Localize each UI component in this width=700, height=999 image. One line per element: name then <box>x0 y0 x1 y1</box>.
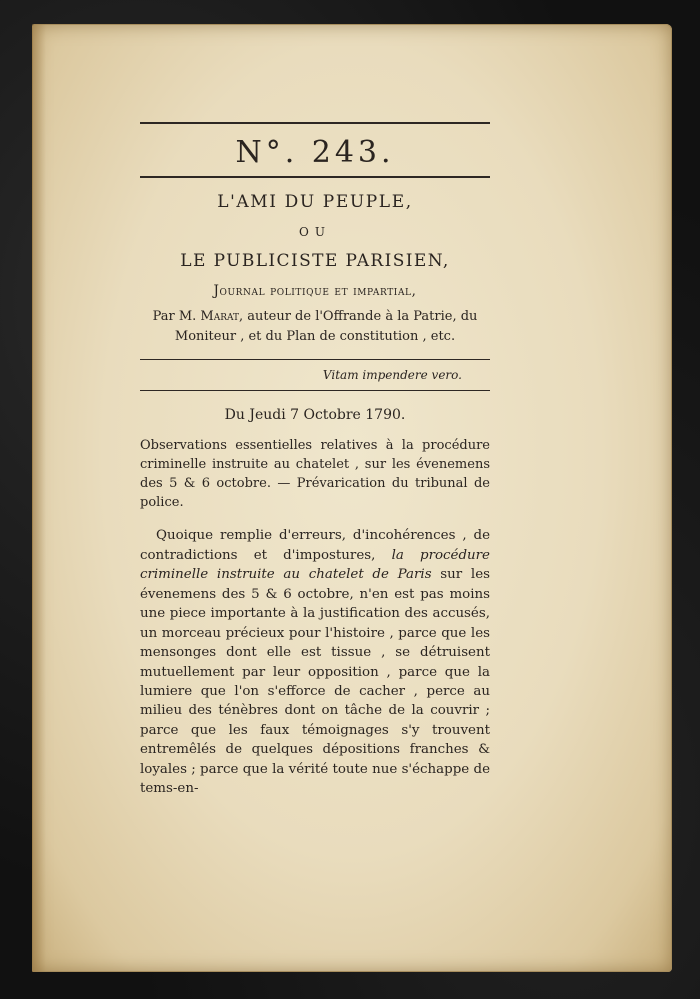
journal-description: Journal politique et impartial, <box>213 282 417 299</box>
paragraph-italic-title: la procédure criminelle instruite au chatelet de Paris <box>140 547 490 583</box>
byline <box>140 307 490 347</box>
motto-block <box>140 359 490 391</box>
page-content <box>140 122 490 812</box>
paragraph-start: Quoique remplie d'erreurs, d'incohérences , de contradictions et d'impostures, <box>140 528 490 563</box>
masthead-subtitle: LE PUBLICISTE PARISIEN, <box>180 251 450 272</box>
masthead-conjunction: OU <box>299 225 331 240</box>
byline-prefix: Par M. <box>152 308 201 324</box>
masthead-title: L'AMI DU PEUPLE, <box>217 192 413 212</box>
motto: Vitam impendere vero. <box>322 368 462 383</box>
article-summary: Observations essentielles relatives à la procédure criminelle instruite au chatelet , sur les évenemens des 5 & 6 octobre. — Prévarication du tribunal de police. <box>140 438 490 510</box>
newspaper-page <box>32 24 672 972</box>
motto-bottom-rule <box>140 390 490 391</box>
number-rule <box>140 176 490 178</box>
issue-date: Du Jeudi 7 Octobre 1790. <box>224 407 406 424</box>
byline-rest: , auteur de l'Offrande à la Patrie, du Moniteur , et du Plan de constitution , etc. <box>174 308 478 344</box>
paragraph-rest: sur les évenemens des 5 & 6 octobre, n'en est pas moins une piece importante à la justification des accusés, un morceau précieux pour l'histoire , parce que les mensonges dont elle est tissue , se détruisent mutuellement par leur opposition , parce que la lumiere que l'on s'efforce de cacher , perce au milieu des ténèbres dont on tâche de la couvrir ; parce que les faux témoignages s'y trouvent entremêlés de quelques dépositions franches & loyales ; parce que la vérité toute nue s'échappe de tems-en- <box>140 567 490 797</box>
article-paragraph <box>140 526 490 798</box>
author-name: Marat <box>200 308 240 324</box>
issue-number: N°. 243. <box>235 135 395 170</box>
